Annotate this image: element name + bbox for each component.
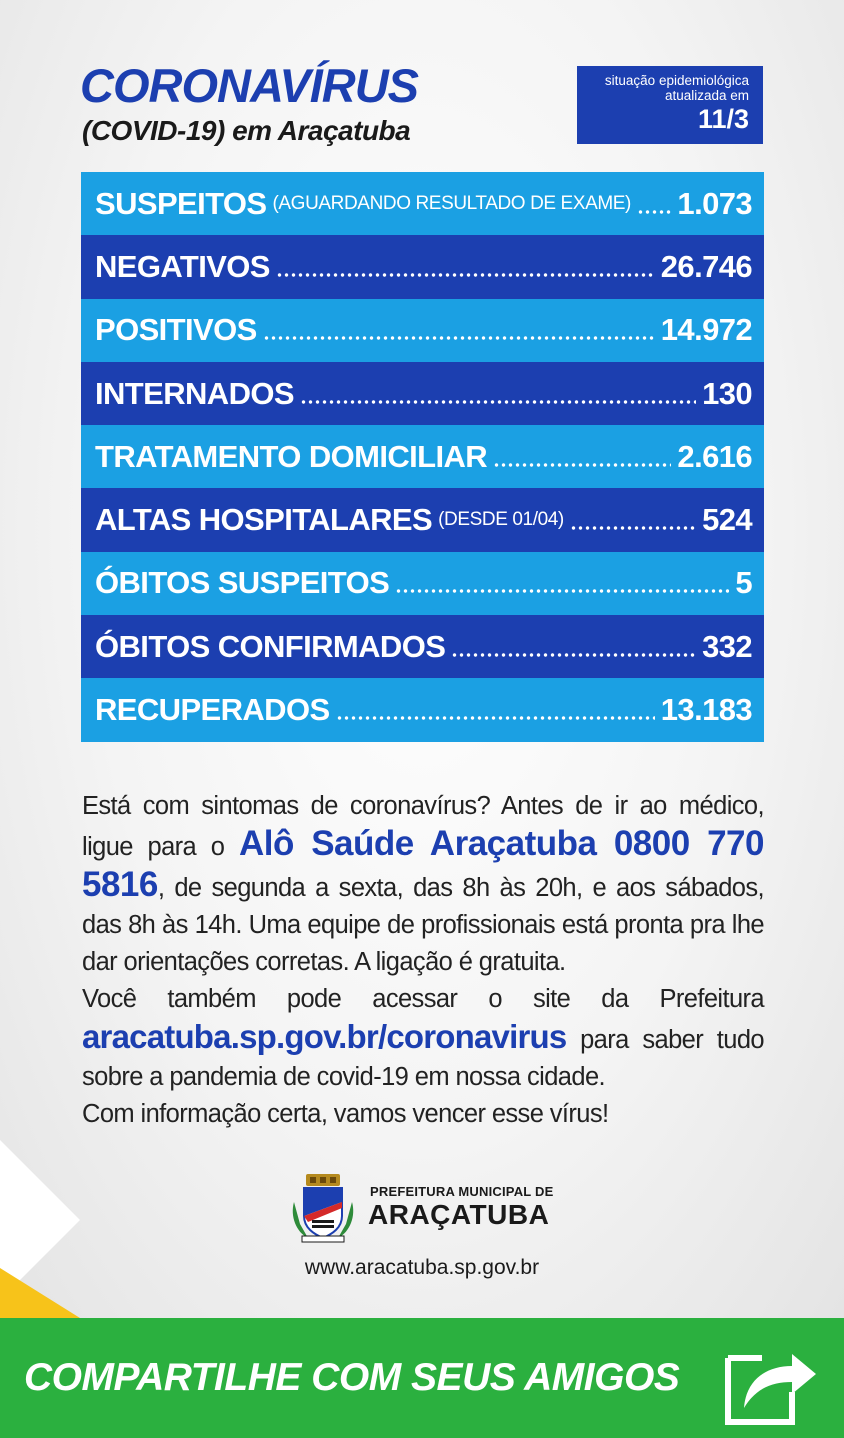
info-paragraph-website: [82, 981, 764, 1096]
dot-leader: [493, 462, 671, 468]
stat-label: RECUPERADOS: [95, 692, 330, 728]
dot-leader: [395, 588, 729, 594]
stat-row-recuperados: [81, 678, 764, 741]
stat-value: 26.746: [660, 248, 752, 284]
stats-table: [81, 172, 764, 742]
stat-label: SUSPEITOS: [95, 185, 267, 221]
logo-top-text: PREFEITURA MUNICIPAL DE: [370, 1184, 554, 1199]
share-label[interactable]: COMPARTILHE COM SEUS AMIGOS: [24, 1356, 680, 1399]
stat-value: 13.183: [660, 692, 752, 728]
stat-value: 14.972: [660, 312, 752, 348]
share-bar[interactable]: [0, 1318, 844, 1438]
dot-leader: [637, 209, 671, 215]
stat-row-suspeitos: [81, 172, 764, 235]
stat-row-positivos: [81, 299, 764, 362]
page-subtitle: (COVID-19) em Araçatuba: [82, 115, 411, 146]
info-paragraph-closing: Com informação certa, vamos vencer esse vírus!: [82, 1100, 609, 1128]
coronavirus-site-link[interactable]: aracatuba.sp.gov.br/coronavirus: [82, 1018, 567, 1055]
prefeitura-logo: [286, 1172, 576, 1244]
update-label-line2: atualizada em: [664, 88, 749, 103]
stat-note: (DESDE 01/04): [438, 509, 564, 531]
dot-leader: [570, 525, 696, 531]
info-text: [82, 788, 764, 1133]
stat-label: NEGATIVOS: [95, 248, 270, 284]
update-date: 11/3: [697, 104, 749, 134]
stat-label: ÓBITOS CONFIRMADOS: [95, 628, 446, 664]
dot-leader: [451, 652, 696, 658]
update-badge: [577, 66, 763, 144]
info-text-before: Você também pode acessar o site da Prefeitura: [82, 985, 764, 1013]
info-text-after: , de segunda a sexta, das 8h às 20h, e aos sábados, das 8h às 14h. Uma equipe de profissionais está pronta pra lhe dar orientações corretas. A ligação é gratuita.: [82, 874, 764, 976]
stat-label: ALTAS HOSPITALARES: [95, 502, 433, 538]
stat-row-obitos-suspeitos: [81, 552, 764, 615]
stat-row-obitos-confirmados: [81, 615, 764, 678]
stat-label: ÓBITOS SUSPEITOS: [95, 565, 390, 601]
stat-row-internados: [81, 362, 764, 425]
update-label-line1: situação epidemiológica: [604, 73, 749, 88]
stat-label: INTERNADOS: [95, 375, 294, 411]
info-text-before: Está com sintomas de coronavírus? Antes de ir ao médico, ligue para o: [82, 792, 764, 861]
stat-value: 524: [702, 502, 752, 538]
stat-value: 332: [702, 628, 752, 664]
stat-row-negativos: [81, 235, 764, 298]
share-arrow-icon[interactable]: [722, 1330, 822, 1430]
stat-value: 130: [702, 375, 752, 411]
logo-main-text: ARAÇATUBA: [368, 1199, 550, 1230]
stat-label: POSITIVOS: [95, 312, 257, 348]
stat-label: TRATAMENTO DOMICILIAR: [95, 438, 488, 474]
page-title: CORONAVÍRUS: [80, 59, 419, 112]
dot-leader: [276, 272, 655, 278]
stat-row-tratamento-domiciliar: [81, 425, 764, 488]
stat-row-altas-hospitalares: [81, 488, 764, 551]
dot-leader: [336, 715, 655, 721]
website-link[interactable]: www.aracatuba.sp.gov.br: [304, 1256, 540, 1279]
stat-value: 2.616: [677, 438, 752, 474]
info-paragraph-hotline: [82, 788, 764, 981]
dot-leader: [300, 399, 696, 405]
stat-note: (AGUARDANDO RESULTADO DE EXAME): [272, 192, 631, 214]
hotline-highlight[interactable]: Alô Saúde Araçatuba 0800 770 5816: [82, 824, 764, 904]
dot-leader: [263, 335, 655, 341]
stat-value: 1.073: [677, 185, 752, 221]
city-crest-icon: [286, 1172, 360, 1244]
info-text-after: para saber tudo sobre a pandemia de covid-19 em nossa cidade.: [82, 1026, 764, 1091]
stat-value: 5: [735, 565, 752, 601]
